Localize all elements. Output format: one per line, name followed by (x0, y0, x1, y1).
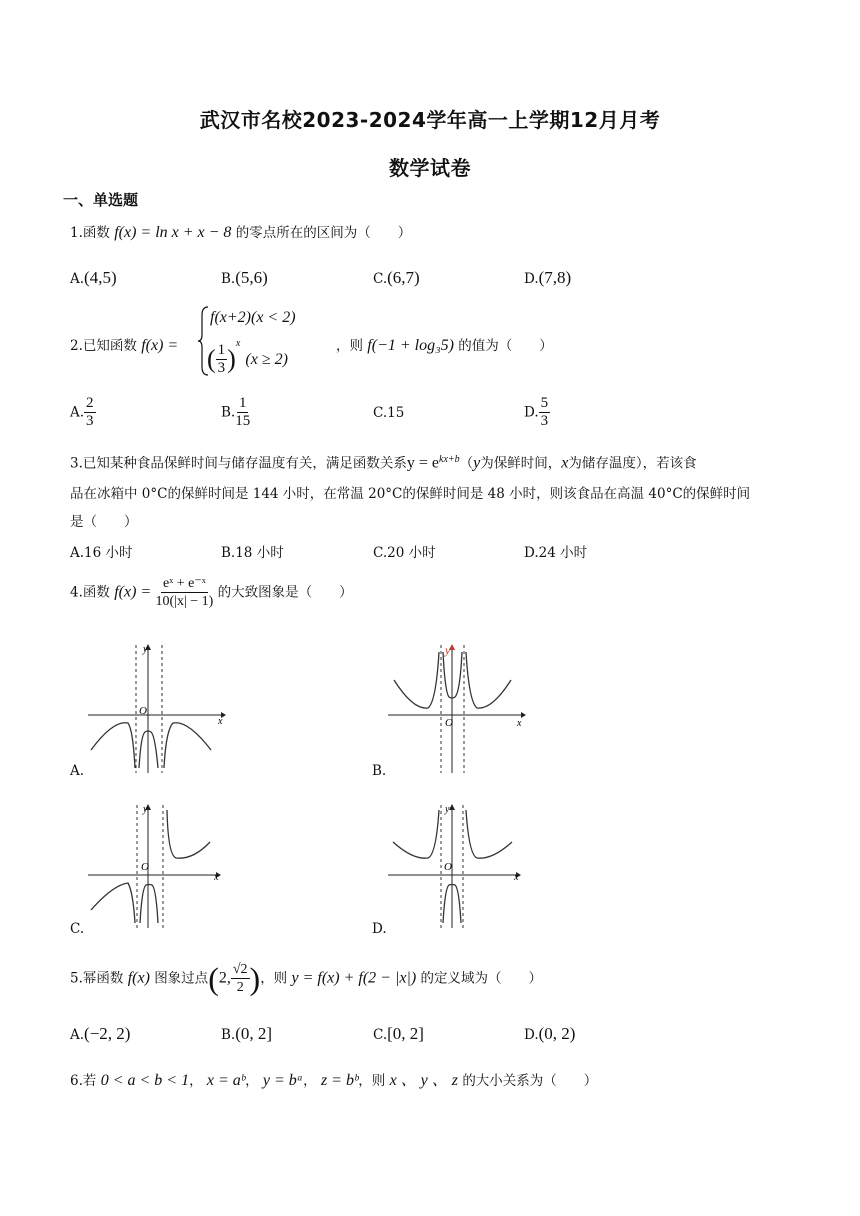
graph-a-y-label: y (143, 644, 148, 655)
graph-b-y-label: y (445, 643, 451, 657)
graph-a-origin-label: O (139, 705, 147, 717)
question-4: 4.函数 f(x) = $\frac{\text{eˣ + e⁻ˣ}}{10(|x| - 1)}$ 的大致图象是（ ） (70, 576, 353, 609)
graph-c-origin-label: O (141, 861, 149, 873)
graph-b-label: B. (372, 763, 387, 779)
q2-option-d: D. $\frac{5}{3}$ (524, 395, 549, 429)
graph-c (88, 800, 228, 930)
q2-lead: 2.已知函数 f(x) = (70, 337, 179, 354)
q5-option-a: A.(−2, 2) (70, 1024, 131, 1043)
page-subtitle: 数学试卷 (389, 156, 471, 180)
q2-option-c: C.15 (373, 405, 405, 421)
q1-lead: 函数 (82, 225, 110, 241)
q3-option-c: C.20 小时 (373, 545, 436, 561)
q1-option-c: C.(6,7) (373, 268, 420, 287)
q5-option-b: B.(0, 2] (221, 1024, 273, 1043)
q2-case-2: ( $\frac{1}{3}$ )$^x$ (x ≥ 2) (207, 338, 288, 376)
graph-d-y-label: y (445, 804, 450, 815)
q2-option-a: A. $\frac{2}{3}$ (70, 395, 94, 429)
q2-expression: f(−1 + log₃5) (367, 337, 454, 354)
q2-fx: f(x) = (141, 337, 179, 354)
graph-d-origin-label: O (444, 861, 452, 873)
graph-c-y-label: y (143, 804, 148, 815)
q1-number: 1. (70, 225, 83, 241)
q3-option-d: D.24 小时 (524, 545, 588, 561)
graph-b (388, 640, 528, 775)
question-6: 6.若 0 < a < b < 1， x = aᵇ， y = bᵃ， z = bᵇ，则 x 、 y 、 z 的大小关系为（ ） (70, 1072, 598, 1089)
graph-a-label: A. (70, 763, 85, 779)
q5-option-c: C.[0, 2] (373, 1024, 424, 1043)
graph-b-origin-label: O (445, 717, 453, 729)
question-3: 3.已知某种食品保鲜时间与储存温度有关，满足函数关系$y = e^{kx+b}(y$为保鲜时间，x为储存温度），若该食 (70, 454, 697, 472)
graph-b-x-label: x (517, 718, 522, 729)
q5-option-d: D.(0, 2) (524, 1024, 576, 1043)
q1-option-d: D.(7,8) (524, 268, 572, 287)
q3-line-3: 是（ ） (70, 514, 138, 530)
graph-a-x-label: x (218, 716, 223, 727)
q1-tail: 的零点所在的区间为（ ） (235, 225, 412, 241)
q2-option-b: B. $\frac{1}{15}$ (221, 395, 251, 429)
q3-option-b: B.18 小时 (221, 545, 284, 561)
q1-option-a: A.(4,5) (70, 268, 117, 287)
q3-option-a: A.16 小时 (70, 545, 133, 561)
q3-line-2: 品在冰箱中 0°C的保鲜时间是 144 小时，在常温 20°C的保鲜时间是 48 小时，则该食品在高温 40°C的保鲜时间 (70, 486, 751, 502)
q1-option-b: B.(5,6) (221, 268, 268, 287)
graph-d (388, 800, 528, 930)
q2-case-1: f(x+2)(x < 2) (210, 309, 296, 326)
q2-rest: ，则 f(−1 + log₃5) 的值为（ ） (336, 337, 553, 354)
graph-a (88, 640, 228, 775)
page-title: 武汉市名校2023-2024学年高一上学期12月月考 (199, 108, 661, 132)
question-5: 5.幂函数 f(x) 图象过点(2, $\frac{√2}{2}$ )，则 y = f(x) + f(2 − |x|) 的定义域为（ ） (70, 960, 542, 997)
section-heading: 一、单选题 (63, 191, 139, 209)
q1-expression: f(x) = ln x + x − 8 (114, 224, 232, 241)
graph-c-x-label: x (214, 872, 219, 883)
graph-d-label: D. (372, 921, 387, 937)
graph-d-x-label: x (514, 872, 519, 883)
question-1 (70, 223, 411, 243)
graph-c-label: C. (70, 921, 85, 937)
